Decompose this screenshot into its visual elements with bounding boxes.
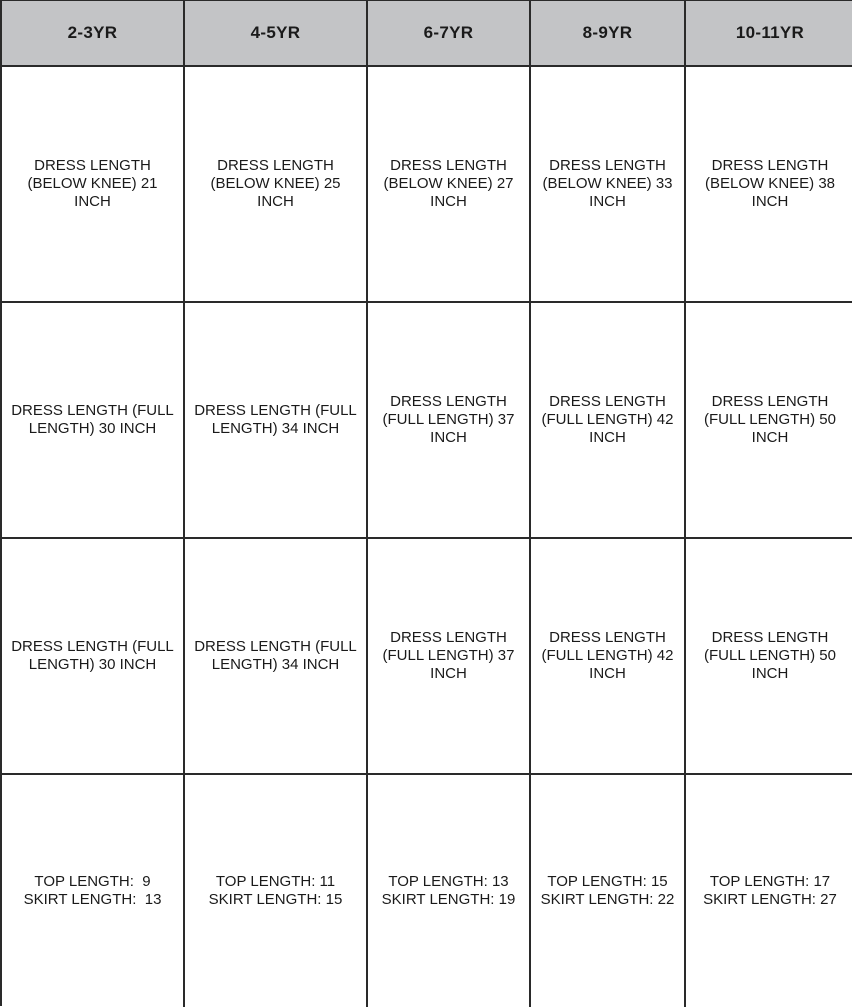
header-cell-6-7yr: 6-7YR bbox=[367, 1, 530, 66]
table-cell bbox=[367, 538, 530, 774]
cell-text: DRESS LENGTH (FULL LENGTH) 42 INCH bbox=[541, 393, 674, 446]
cell-text: DRESS LENGTH (FULL LENGTH) 42 INCH bbox=[541, 629, 674, 682]
skirt-length-text: SKIRT LENGTH: 13 bbox=[23, 891, 162, 908]
skirt-length-text: SKIRT LENGTH: 19 bbox=[381, 891, 516, 908]
cell-text: DRESS LENGTH (FULL LENGTH) 34 INCH bbox=[194, 402, 357, 437]
top-length-text: TOP LENGTH: 11 bbox=[215, 873, 336, 890]
cell-text: DRESS LENGTH (BELOW KNEE) 25 INCH bbox=[210, 157, 341, 210]
header-cell-4-5yr: 4-5YR bbox=[184, 1, 367, 66]
table-cell bbox=[530, 66, 685, 302]
table-cell bbox=[2, 66, 184, 302]
top-length-text: TOP LENGTH: 17 bbox=[709, 873, 831, 890]
top-length-text: TOP LENGTH: 13 bbox=[388, 873, 509, 890]
table-cell bbox=[367, 66, 530, 302]
table-cell bbox=[530, 538, 685, 774]
table-cell bbox=[685, 66, 852, 302]
cell-text: DRESS LENGTH (FULL LENGTH) 37 INCH bbox=[382, 393, 515, 446]
header-cell-2-3yr: 2-3YR bbox=[2, 1, 184, 66]
table-cell bbox=[184, 774, 367, 1007]
table-cell bbox=[184, 538, 367, 774]
size-chart-table bbox=[2, 1, 852, 1007]
table-cell bbox=[685, 538, 852, 774]
cell-text: DRESS LENGTH (BELOW KNEE) 21 INCH bbox=[27, 157, 158, 210]
top-length-text: TOP LENGTH: 9 bbox=[34, 873, 151, 890]
skirt-length-text: SKIRT LENGTH: 22 bbox=[540, 891, 675, 908]
cell-text: DRESS LENGTH (FULL LENGTH) 50 INCH bbox=[704, 393, 836, 446]
skirt-length-text: SKIRT LENGTH: 27 bbox=[703, 891, 837, 908]
header-cell-10-11yr: 10-11YR bbox=[685, 1, 852, 66]
table-row bbox=[2, 538, 852, 774]
table-cell bbox=[685, 302, 852, 538]
table-row bbox=[2, 302, 852, 538]
table-cell bbox=[2, 538, 184, 774]
cell-text: DRESS LENGTH (FULL LENGTH) 30 INCH bbox=[11, 402, 174, 437]
cell-text: DRESS LENGTH (FULL LENGTH) 50 INCH bbox=[704, 629, 836, 682]
skirt-length-text: SKIRT LENGTH: 15 bbox=[208, 891, 343, 908]
table-cell bbox=[367, 774, 530, 1007]
table-row bbox=[2, 774, 852, 1007]
cell-text: DRESS LENGTH (FULL LENGTH) 37 INCH bbox=[382, 629, 515, 682]
cell-text: DRESS LENGTH (BELOW KNEE) 33 INCH bbox=[542, 157, 673, 210]
table-cell bbox=[184, 66, 367, 302]
table-cell bbox=[530, 302, 685, 538]
top-length-text: TOP LENGTH: 15 bbox=[547, 873, 668, 890]
header-row bbox=[2, 1, 852, 66]
table-row bbox=[2, 66, 852, 302]
cell-text: DRESS LENGTH (BELOW KNEE) 38 INCH bbox=[704, 157, 836, 210]
header-cell-8-9yr: 8-9YR bbox=[530, 1, 685, 66]
cell-text: DRESS LENGTH (FULL LENGTH) 30 INCH bbox=[11, 638, 174, 673]
cell-text: DRESS LENGTH (FULL LENGTH) 34 INCH bbox=[194, 638, 357, 673]
table-cell bbox=[2, 774, 184, 1007]
table-cell bbox=[530, 774, 685, 1007]
cell-text: DRESS LENGTH (BELOW KNEE) 27 INCH bbox=[383, 157, 514, 210]
table-cell bbox=[367, 302, 530, 538]
table-cell bbox=[685, 774, 852, 1007]
table-cell bbox=[184, 302, 367, 538]
table-cell bbox=[2, 302, 184, 538]
